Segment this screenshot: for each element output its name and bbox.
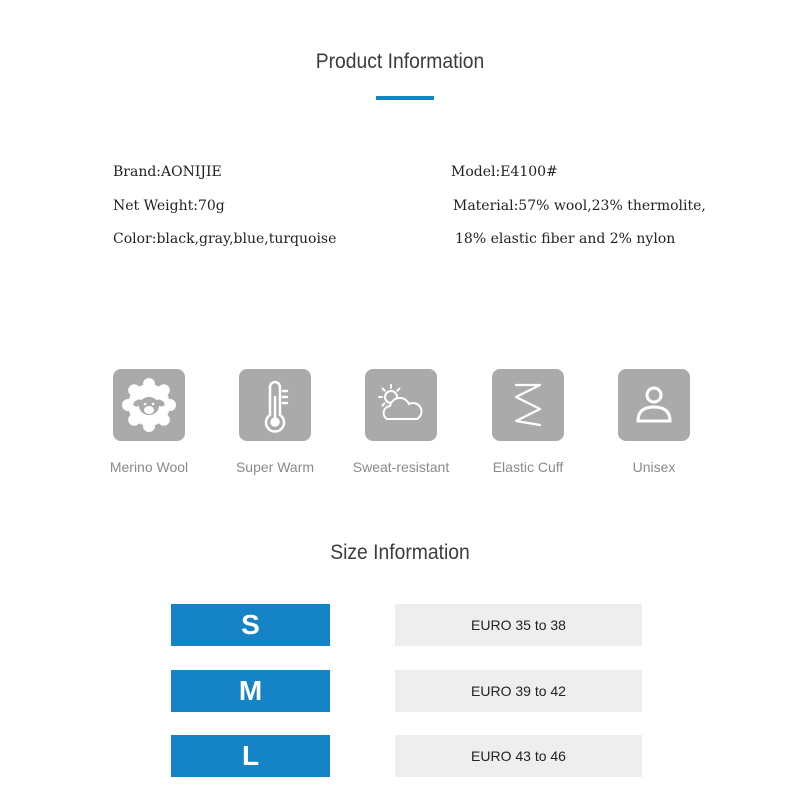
size-row-s bbox=[0, 604, 800, 646]
model-text: Model:E4100# bbox=[451, 164, 558, 180]
thermometer-icon bbox=[239, 369, 311, 441]
size-badge: M bbox=[171, 670, 330, 712]
feature-label: Super Warm bbox=[235, 459, 315, 475]
size-range: EURO 43 to 46 bbox=[395, 735, 642, 777]
feature-elastic-cuff bbox=[463, 369, 593, 475]
sun-cloud-icon bbox=[365, 369, 437, 441]
size-row-l bbox=[0, 735, 800, 777]
size-badge: L bbox=[171, 735, 330, 777]
feature-label: Sweat-resistant bbox=[352, 459, 450, 475]
sheep-icon bbox=[113, 369, 185, 441]
feature-super-warm bbox=[210, 369, 340, 475]
size-range: EURO 39 to 42 bbox=[395, 670, 642, 712]
feature-sweat-resistant bbox=[336, 369, 466, 475]
material-text-line1: Material:57% wool,23% thermolite, bbox=[453, 198, 706, 214]
size-range: EURO 35 to 38 bbox=[395, 604, 642, 646]
feature-unisex bbox=[589, 369, 719, 475]
material-text-line2: 18% elastic fiber and 2% nylon bbox=[455, 231, 676, 247]
size-row-m bbox=[0, 670, 800, 712]
person-icon bbox=[618, 369, 690, 441]
product-information-title: Product Information bbox=[315, 50, 485, 73]
feature-label: Merino Wool bbox=[109, 459, 189, 475]
feature-merino-wool bbox=[84, 369, 214, 475]
feature-label: Elastic Cuff bbox=[492, 459, 564, 475]
zigzag-spring-icon bbox=[492, 369, 564, 441]
title-underline bbox=[376, 96, 434, 100]
color-text: Color:black,gray,blue,turquoise bbox=[113, 231, 337, 247]
size-information-title: Size Information bbox=[330, 541, 470, 564]
size-badge: S bbox=[171, 604, 330, 646]
feature-label: Unisex bbox=[632, 459, 676, 475]
net-weight-text: Net Weight:70g bbox=[113, 198, 225, 214]
brand-text: Brand:AONIJIE bbox=[113, 164, 222, 180]
feature-icons-row bbox=[0, 369, 800, 479]
